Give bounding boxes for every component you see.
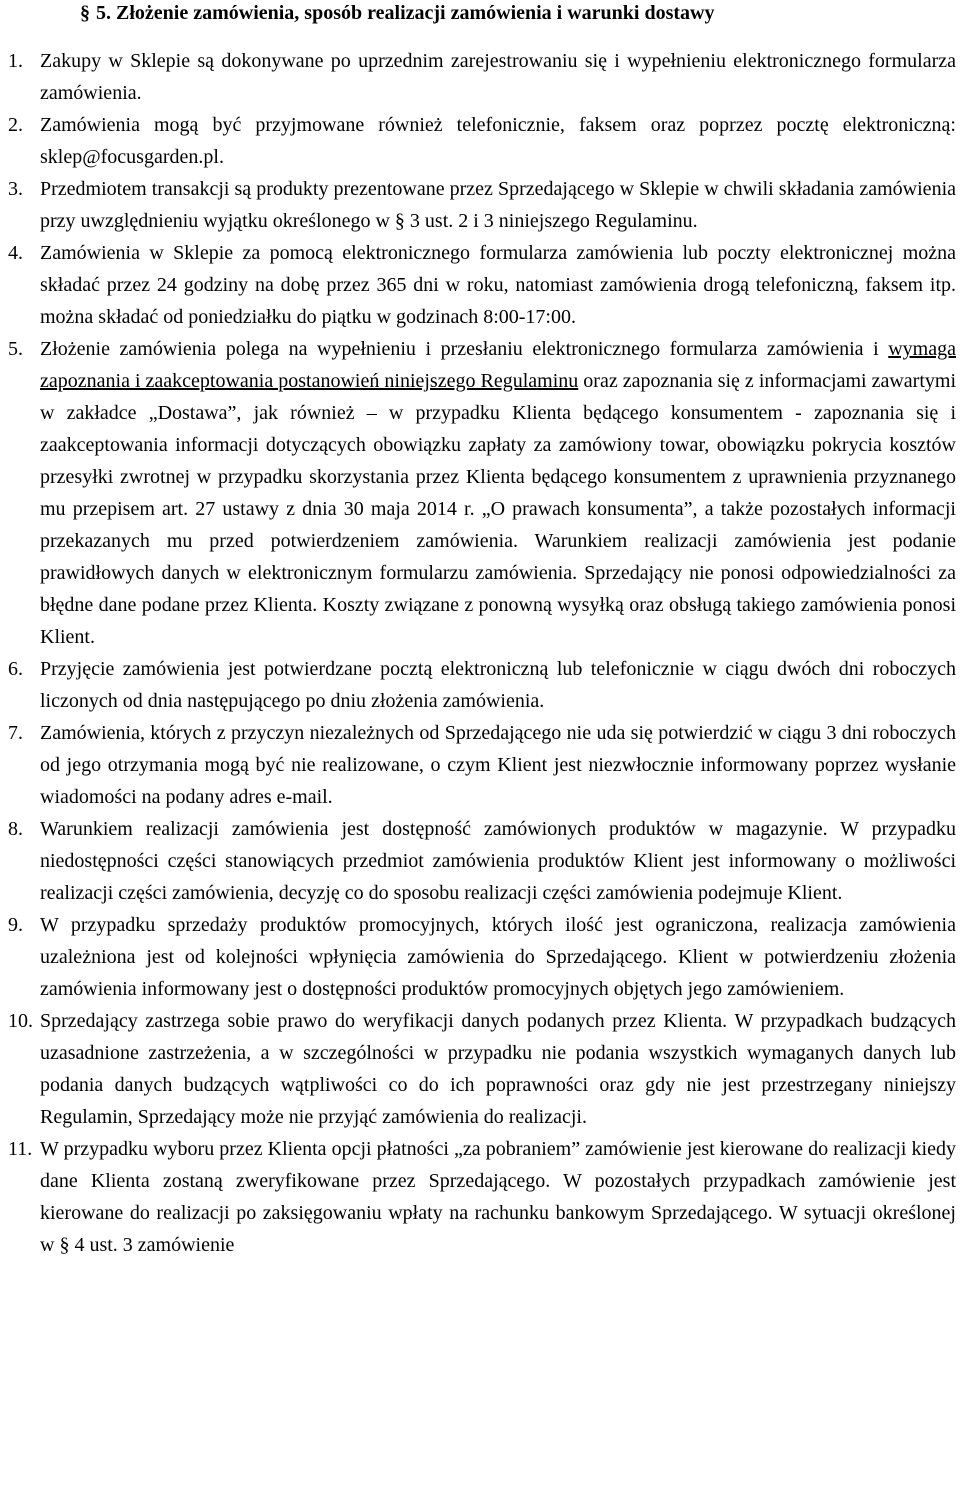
clause-text: Zamówienia mogą być przyjmowane również telefonicznie, faksem oraz poprzez pocztę elektroniczną:	[40, 114, 956, 136]
section-title: 5. Złożenie zamówienia, sposób realizacji zamówienia i warunki dostawy	[96, 2, 715, 24]
clause-text: Zakupy w Sklepie są dokonywane po uprzednim zarejestrowaniu się i wypełnieniu elektronicznego formularza zamówienia.	[40, 50, 956, 104]
section-sign: §	[80, 2, 90, 24]
clause-6	[8, 653, 956, 717]
clause-number: 7.	[8, 722, 23, 744]
clause-text: Warunkiem realizacji zamówienia jest dostępność zamówionych produktów w magazynie. W przypadku niedostępności części stanowiących przedmiot zamówienia produktów Klient jest informowany o możliwości realizacji części zamówienia, decyzję co do sposobu realizacji części zamówienia podejmuje Klient.	[40, 818, 956, 904]
clause-10	[8, 1005, 956, 1133]
clause-text: W przypadku sprzedaży produktów promocyjnych, których ilość jest ograniczona, realizacja zamówienia uzależniona jest od kolejności wpłynięcia zamówienia do Sprzedającego. Klient w potwierdzeniu złożenia zamówienia informowany jest o dostępności produktów promocyjnych objętych jego zamówieniem.	[40, 914, 956, 1000]
clause-number: 3.	[8, 178, 23, 200]
clause-1	[8, 45, 956, 109]
email-address: sklep@focusgarden.pl	[40, 146, 219, 168]
clause-text: Zamówienia w Sklepie za pomocą elektronicznego formularza zamówienia lub poczty elektronicznej można składać przez 24 godziny na dobę przez 365 dni w roku, natomiast zamówienia drogą telefoniczną, faksem itp. można składać od poniedziałku do piątku w godzinach 8:00-17:00.	[40, 242, 956, 328]
clause-number: 10.	[8, 1010, 33, 1032]
underlined-text: wymaga zapoznania i zaakceptowania postanowień niniejszego Regulaminu	[40, 338, 956, 392]
clause-text: W przypadku wyboru przez Klienta opcji płatności „za pobraniem” zamówienie jest kierowane do realizacji kiedy dane Klienta zostaną zweryfikowane przez Sprzedającego. W pozostałych przypadkach zamówienie jest kierowane do realizacji po zaksięgowaniu wpłaty na rachunku bankowym Sprzedającego. W sytuacji określonej w § 4 ust. 3 zamówienie	[40, 1138, 956, 1256]
clause-text: Przedmiotem transakcji są produkty prezentowane przez Sprzedającego w Sklepie w chwili składania zamówienia przy uwzględnieniu wyjątku określonego w § 3 ust. 2 i 3 niniejszego Regulaminu.	[40, 178, 956, 232]
clause-9	[8, 909, 956, 1005]
clause-5	[8, 333, 956, 653]
clause-number: 2.	[8, 114, 23, 136]
clause-2	[8, 109, 956, 173]
clause-number: 6.	[8, 658, 23, 680]
clause-text: Złożenie zamówienia polega na wypełnieniu i przesłaniu elektronicznego formularza zamówienia i	[40, 338, 889, 360]
clause-number: 5.	[8, 338, 23, 360]
clause-text: Sprzedający zastrzega sobie prawo do weryfikacji danych podanych przez Klienta. W przypadkach budzących uzasadnione zastrzeżenia, a w szczególności w przypadku nie podania wszystkich wymaganych danych lub podania danych budzących wątpliwości co do ich poprawności oraz gdy nie jest przestrzegany niniejszy Regulamin, Sprzedający może nie przyjąć zamówienia do realizacji.	[40, 1010, 956, 1128]
clause-text: Przyjęcie zamówienia jest potwierdzane pocztą elektroniczną lub telefonicznie w ciągu dwóch dni roboczych liczonych od dnia następującego po dniu złożenia zamówienia.	[40, 658, 956, 712]
section-heading	[8, 1, 956, 25]
clause-11	[8, 1133, 956, 1261]
clause-number: 1.	[8, 50, 23, 72]
clause-text-end: .	[218, 146, 224, 168]
clause-list	[8, 45, 956, 1261]
clause-text-end: oraz zapoznania się z informacjami zawartymi w zakładce „Dostawa”, jak również – w przypadku Klienta będącego konsumentem - zapoznania się i zaakceptowania informacji dotyczących obowiązku zapłaty za zamówiony towar, obowiązku pokrycia kosztów przesyłki zwrotnej w przypadku skorzystania przez Klienta będącego konsumentem z uprawnienia przyznanego mu przepisem art. 27 ustawy z dnia 30 maja 2014 r. „O prawach konsumenta”, a także pozostałych informacji przekazanych mu przed potwierdzeniem zamówienia. Warunkiem realizacji zamówienia jest podanie prawidłowych danych w elektronicznym formularzu zamówienia. Sprzedający nie ponosi odpowiedzialności za błędne dane podane przez Klienta. Koszty związane z ponowną wysyłką oraz obsługą takiego zamówienia ponosi Klient.	[40, 370, 956, 648]
clause-number: 11.	[8, 1138, 33, 1160]
clause-3	[8, 173, 956, 237]
clause-number: 8.	[8, 818, 23, 840]
clause-4	[8, 237, 956, 333]
clause-8	[8, 813, 956, 909]
clause-number: 9.	[8, 914, 23, 936]
clause-number: 4.	[8, 242, 23, 264]
clause-text: Zamówienia, których z przyczyn niezależnych od Sprzedającego nie uda się potwierdzić w ciągu 3 dni roboczych od jego otrzymania mogą być nie realizowane, o czym Klient jest niezwłocznie informowany poprzez wysłanie wiadomości na podany adres e-mail.	[40, 722, 956, 808]
clause-7	[8, 717, 956, 813]
